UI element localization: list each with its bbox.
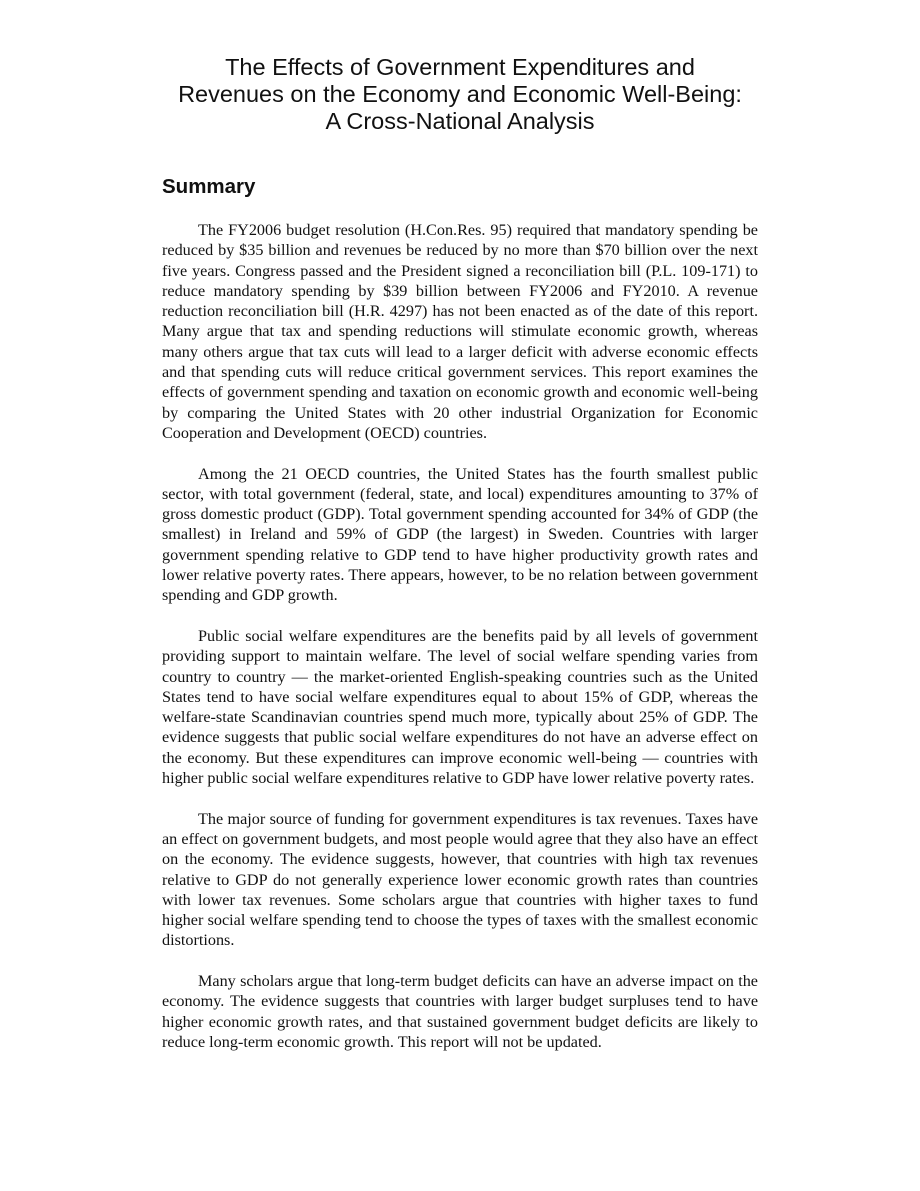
document-title <box>162 54 758 135</box>
title-line-3: A Cross-National Analysis <box>325 108 595 134</box>
paragraph-budget-resolution: The FY2006 budget resolution (H.Con.Res. 95) required that mandatory spending be reduced by $35 billion and revenues be reduced by no more than $70 billion over the next five years. Congress passed and the President signed a reconciliation bill (P.L. 109-171) to reduce mandatory spending by $39 billion between FY2006 and FY2010. A revenue reduction reconciliation bill (H.R. 4297) has not been enacted as of the date of this report. Many argue that tax and spending reductions will stimulate economic growth, whereas many others argue that tax cuts will lead to a larger deficit with adverse economic effects and that spending cuts will reduce critical government services. This report examines the effects of government spending and taxation on economic growth and economic well-being by comparing the United States with 20 other industrial Organization for Economic Cooperation and Development (OECD) countries. <box>162 221 758 442</box>
paragraph-social-welfare: Public social welfare expenditures are the benefits paid by all levels of government providing support to maintain welfare. The level of social welfare spending varies from country to country — the market-oriented English-speaking countries such as the United States tend to have social welfare expenditures equal to about 15% of GDP, whereas the welfare-state Scandinavian countries spend much more, typically about 25% of GDP. The evidence suggests that public social welfare expenditures do not have an adverse effect on the economy. But these expenditures can improve economic well-being — countries with higher public social welfare expenditures relative to GDP have lower relative poverty rates. <box>162 626 758 788</box>
paragraph-tax-revenues: The major source of funding for government expenditures is tax revenues. Taxes have an effect on government budgets, and most people would agree that they also have an effect on the economy. The evidence suggests, however, that countries with high tax revenues relative to GDP do not generally experience lower economic growth rates than countries with lower tax revenues. Some scholars argue that countries with higher taxes to fund higher social welfare spending tend to choose the types of taxes with the smallest economic distortions. <box>162 809 758 950</box>
summary-body <box>162 220 758 1052</box>
section-heading-summary: Summary <box>162 175 256 198</box>
paragraph-budget-deficits: Many scholars argue that long-term budget deficits can have an adverse impact on the economy. The evidence suggests that countries with larger budget surpluses tend to have higher economic growth rates, and that sustained government budget deficits are likely to reduce long-term economic growth. This report will not be updated. <box>162 971 758 1051</box>
paragraph-oecd-public-sector: Among the 21 OECD countries, the United States has the fourth smallest public sector, with total government (federal, state, and local) expenditures amounting to 37% of gross domestic product (GDP). Total government spending accounted for 34% of GDP (the smallest) in Ireland and 59% of GDP (the largest) in Sweden. Countries with larger government spending relative to GDP tend to have higher productivity growth rates and lower relative poverty rates. There appears, however, to be no relation between government spending and GDP growth. <box>162 464 758 605</box>
title-line-2: Revenues on the Economy and Economic Well-Being: <box>178 81 742 107</box>
title-line-1: The Effects of Government Expenditures and <box>225 54 695 80</box>
document-page <box>162 54 758 1072</box>
